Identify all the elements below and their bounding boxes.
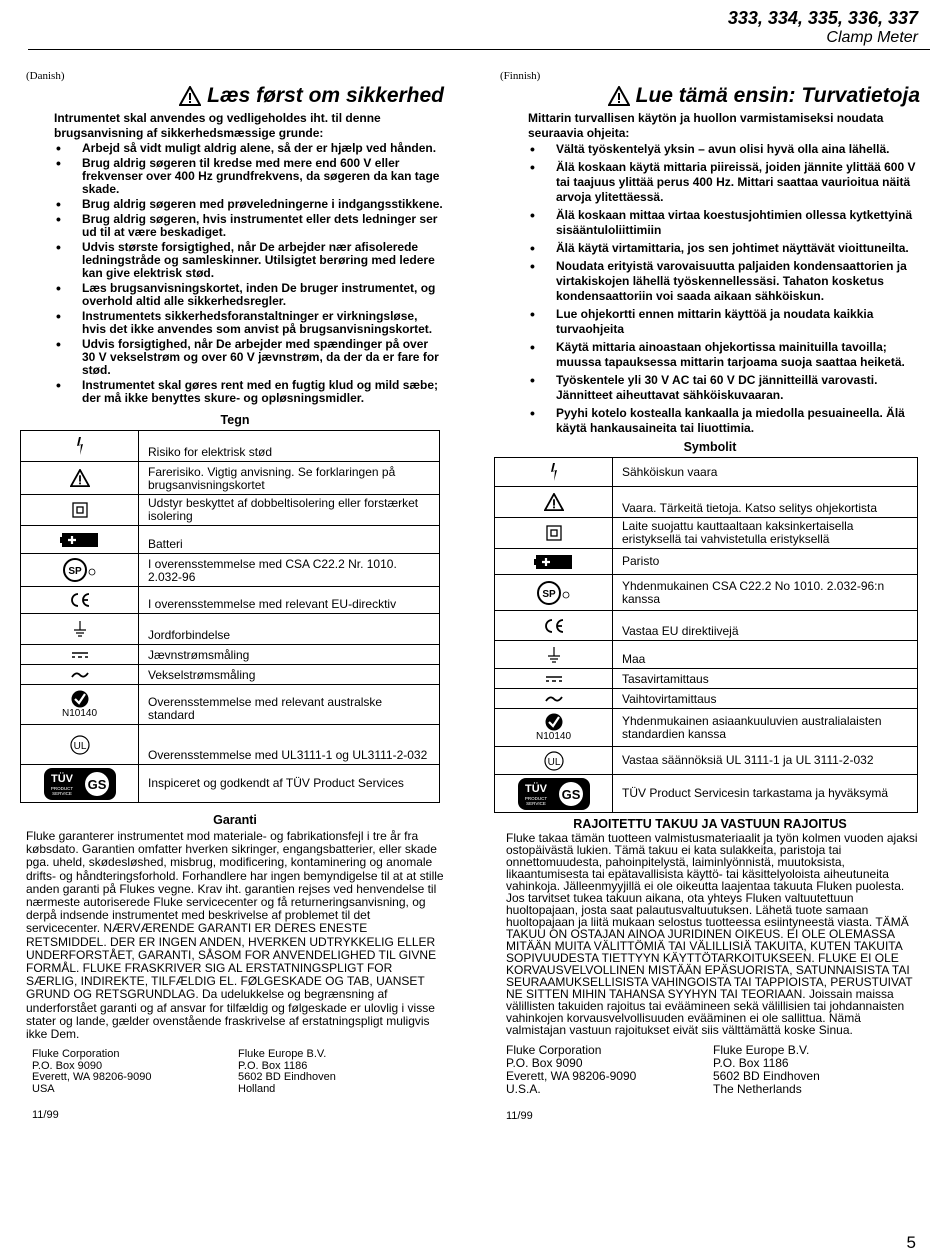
symbols-heading: Symbolit <box>683 440 737 454</box>
symbol-description: Sähköiskun vaara <box>613 458 918 487</box>
table-row <box>495 458 918 487</box>
symbol-description: I overensstemmelse med relevant EU-direcktiv <box>139 587 440 614</box>
ground-icon <box>495 641 613 669</box>
language-label: (Danish) <box>26 70 65 82</box>
address-usa: Fluke Corporation P.O. Box 9090 Everett, WA 98206-9090 U.S.A. <box>506 1043 637 1096</box>
csa-icon <box>495 575 613 611</box>
table-row <box>495 775 918 813</box>
warning-icon <box>608 86 630 106</box>
table-row <box>21 645 440 665</box>
battery-icon <box>495 549 613 575</box>
svg-text:PRODUCT: PRODUCT <box>524 795 547 801</box>
ul-icon <box>495 747 613 775</box>
warning-icon <box>495 487 613 518</box>
lightning-icon <box>495 458 613 487</box>
table-row <box>21 614 440 645</box>
symbol-description: Overensstemmelse med relevant australske standard <box>139 685 440 725</box>
symbol-description: Yhdenmukainen CSA C22.2 No 1010. 2.032-96:n kanssa <box>613 575 918 611</box>
ul-icon <box>21 725 139 765</box>
finnish-column <box>500 70 920 1122</box>
danish-column <box>26 70 444 1121</box>
dc-icon <box>495 669 613 689</box>
symbol-description: Vastaa EU direktiivejä <box>613 611 918 641</box>
revision-date: 11/99 <box>32 1109 59 1122</box>
c-tick-number: N10140 <box>61 707 98 719</box>
symbols-table <box>20 430 440 803</box>
table-row <box>495 689 918 709</box>
warning-icon <box>179 86 201 106</box>
list-item: • Udvis forsigtighed, når De arbejder med spændinger på over 30 V vekselstrøm og over 60 V jævnstrøm, da der da er fare for stød. <box>54 338 444 377</box>
table-row <box>21 526 440 554</box>
tuv-icon <box>495 775 613 813</box>
table-row <box>21 587 440 614</box>
battery-icon <box>21 526 139 554</box>
table-row <box>495 518 918 549</box>
section-title-text: Lue tämä ensin: Turvatietoja <box>635 84 920 107</box>
warranty-closing: Joissain maissa välillisten takuiden rajoitus tai eväämineen sekä välillisien tai johdannaisten vahinkojen korvausvelvollisuuden evääminen ei ole sallittua. Nämä valmistajan vastuun rajoitukset eivät siis välttämättä koske Sinua. <box>506 987 905 1037</box>
svg-text:GS: GS <box>561 786 580 802</box>
symbol-description: Laite suojattu kauttaaltaan kaksinkertaisella eristyksellä tai vahvistetulla eristyksellä <box>613 518 918 549</box>
symbol-description: Yhdenmukainen asiaankuuluvien australialaisten standardien kanssa <box>613 709 918 747</box>
table-row <box>21 725 440 765</box>
warranty-disclaimer: TÄMÄ TAKUU ON OSTAJAN AINOA JURIDINEN OIKEUS. EI OLE OLEMASSA MITÄÄN MUITA VÄLITTÖMIÄ TAI VÄLILLISIÄ TAKUITA, KUTEN TAKUITA SOPIVUUDESTA TIETTYYN KÄYTTÖTARKOITUKSEEN. FLUKE EI OLE KORVAUSVELVOLLINEN MISTÄÄN EPÄSUORISTA, SATUNNAISISTA TAI SEURAAMUKSELLISISTA VAHINGOISTA TAI TAPPIOISTA, PERUSTUIVAT NE SITTEN MIHIN TAHANSA SYYHYN TAI TEORIAAN. <box>506 915 913 1001</box>
revision-date: 11/99 <box>506 1110 533 1122</box>
addresses <box>32 1049 444 1095</box>
table-row <box>495 487 918 518</box>
ce-icon <box>21 587 139 614</box>
table-row <box>495 709 918 747</box>
symbol-description: Jævnstrømsmåling <box>139 645 440 665</box>
symbol-description: Farerisiko. Vigtig anvisning. Se forklaringen på brugsanvisningskortet <box>139 462 440 495</box>
symbol-description: Vaara. Tärkeitä tietoja. Katso selitys ohjekortista <box>613 487 918 518</box>
list-item: • Udvis største forsigtighed, når De arbejder nær afisolerede ledningstråde og samleskinner. Utilsigtet berøring med ledere kan give elektrisk stød. <box>54 241 444 280</box>
double-insulation-icon <box>21 495 139 526</box>
svg-text:GS: GS <box>87 776 106 792</box>
table-row <box>21 685 440 725</box>
safety-list <box>54 142 444 405</box>
svg-text:SERVICE: SERVICE <box>525 800 546 806</box>
section-title <box>500 84 920 108</box>
warranty-text <box>506 832 920 1036</box>
table-row <box>495 575 918 611</box>
warranty-heading: RAJOITETTU TAKUU JA VASTUUN RAJOITUS <box>573 817 847 831</box>
list-item: • Arbejd så vidt muligt aldrig alene, så der er hjælp ved hånden. <box>54 142 444 155</box>
c-tick-icon <box>495 709 613 747</box>
symbols-table <box>494 457 918 813</box>
warranty-text: Fluke garanterer instrumentet mod materiale- og fabrikationsfejl i tre år fra købsdato. Garantien omfatter hverken sikringer, engangsbatterier, eller skade pga. uheld, skødesløshed, misbrug, modificering, kontaminering og anomale drifts- og håndteringsforhold. Forhandlere har ingen bemyndigelse til at at stille anden garanti på Flukes vegne. Krav iht. garantien rejses ved henvendelse til nærmeste autoriserede Fluke servicecenter og få returneringsanvisning, og derpå indsende instrumentet med beskrivelse af problemet til det servicecenter. NÆRVÆRENDE GARANTI ER DERES ENESTE RETSMIDDEL. DER ER INGEN ANDEN, HVERKEN UDTRYKKELIG ELLER UNDERFORSTÅET, GARANTI, SÅSOM FOR ANVENDELIGHED TIL GIVNE FORMÅL. FLUKE FRASKRIVER SIG AL ERSTATNINGSPLIGT FOR SÆRLIG, INDIREKTE, TILFÆLDIG EL. FØLGESKADE OG TAB, UANSET GRUND OG RETSGRUNDLAG. Da udelukkelse og begrænsning af underforstået garanti og af ansvar for tilfældig og følgeskade er ulovlig i visse stater og lande, gælder ovenstående fraskrivelse af erstatningspligt muligvis ikke Dem. <box>26 829 444 1042</box>
address-europe: Fluke Europe B.V. P.O. Box 1186 5602 BD Eindhoven Holland <box>238 1048 336 1095</box>
ac-icon <box>495 689 613 709</box>
addresses <box>506 1044 920 1096</box>
list-item: • Vältä työskentelyä yksin – avun olisi hyvä olla aina lähellä. <box>528 142 920 157</box>
lightning-icon <box>21 431 139 462</box>
double-insulation-icon <box>495 518 613 549</box>
list-item: • Lue ohjekortti ennen mittarin käyttöä ja noudata kaikkia turvaohjeita <box>528 307 920 337</box>
svg-text:SP: SP <box>67 566 82 577</box>
address-europe: Fluke Europe B.V. P.O. Box 1186 5602 BD Eindhoven The Netherlands <box>713 1043 820 1096</box>
table-row <box>495 611 918 641</box>
csa-icon <box>21 554 139 587</box>
symbol-description: Maa <box>613 641 918 669</box>
product-name: Clamp Meter <box>826 29 918 46</box>
svg-text:PRODUCT: PRODUCT <box>50 785 73 791</box>
table-row <box>21 665 440 685</box>
c-tick-number: N10140 <box>535 730 572 742</box>
list-item: • Työskentele yli 30 V AC tai 60 V DC jännitteillä varovasti. Jännitteet aiheuttavat sähköiskuvaaran. <box>528 373 920 403</box>
table-row <box>21 554 440 587</box>
symbol-description: I overensstemmelse med CSA C22.2 Nr. 1010. 2.032-96 <box>139 554 440 587</box>
table-row <box>21 495 440 526</box>
symbol-description: Inspiceret og godkendt af TÜV Product Services <box>139 765 440 803</box>
symbol-description: Vaihtovirtamittaus <box>613 689 918 709</box>
list-item: • Pyyhi kotelo kostealla kankaalla ja miedolla pesuaineella. Älä käytä hankausaineita tai liuottimia. <box>528 406 920 436</box>
list-item: • Älä koskaan mittaa virtaa koestusjohtimien ollessa kytkettyinä sisääntuloliittimiin <box>528 208 920 238</box>
symbol-description: Tasavirtamittaus <box>613 669 918 689</box>
safety-intro: Intrumentet skal anvendes og vedligeholdes iht. til denne brugsanvisning af sikkerhedsmæssige grunde: <box>54 111 381 140</box>
symbol-description: TÜV Product Servicesin tarkastama ja hyväksymä <box>613 775 918 813</box>
list-item: • Instrumentet skal gøres rent med en fugtig klud og mild sæbe; der må ikke benyttes skure- og opløsningsmidler. <box>54 379 444 405</box>
svg-text:SERVICE: SERVICE <box>51 790 72 796</box>
section-title <box>26 84 444 108</box>
safety-intro: Mittarin turvallisen käytön ja huollon varmistamiseksi noudata seuraavia ohjeita: <box>528 111 884 140</box>
svg-text:TÜV: TÜV <box>524 782 547 795</box>
symbol-description: Udstyr beskyttet af dobbeltisolering eller forstærket isolering <box>139 495 440 526</box>
svg-text:TÜV: TÜV <box>50 772 73 785</box>
warranty-heading: Garanti <box>213 813 257 827</box>
ground-icon <box>21 614 139 645</box>
list-item: • Käytä mittaria ainoastaan ohjekortissa mainituilla tavoilla; muussa tapauksessa mittarin tarjoama suoja saattaa heiketä. <box>528 340 920 370</box>
svg-text:SP: SP <box>541 588 556 600</box>
list-item: • Älä koskaan käytä mittaria piireissä, joiden jännite ylittää 600 V tai taajuus ylittää perus 400 Hz. Mittari saattaa vaurioitua näitä arvoja ylitettäessä. <box>528 160 920 205</box>
address-usa: Fluke Corporation P.O. Box 9090 Everett, WA 98206-9090 USA <box>32 1048 152 1095</box>
svg-text:UL: UL <box>73 740 86 752</box>
table-row <box>21 431 440 462</box>
symbol-description: Overensstemmelse med UL3111-1 og UL3111-2-032 <box>139 725 440 765</box>
page-header <box>28 4 930 50</box>
ac-icon <box>21 665 139 685</box>
warranty-paragraph: Fluke takaa tämän tuotteen valmistusmateriaalit ja työn kolmen vuoden ajaksi ostopäivästä lukien. Tämä takuu ei kata sulakkeita, paristoja tai onnettomuudesta, pahoinpitelystä, laiminlyönnistä, muutoksista, likaantumisesta tai epätavallisista käyttö- tai käsittelyoloista aiheutuneita vahinkoja. Jälleenmyyjillä ei ole oikeutta laajentaa takuuta Fluken puolesta. Jos tarvitset tukea takuun aikana, ota yhteys Fluken valtuutettuun huoltopajaan, josta saat palautusvaltuutuksen. Lähetä tuote samaan huoltopajaan ja liitä mukaan selostus tuotteessa esiintyneestä viasta. <box>506 831 918 929</box>
list-item: • Brug aldrig søgeren til kredse med mere end 600 V eller frekvenser over 400 Hz grundfrekvens, da søgeren da kan tage skade. <box>54 157 444 196</box>
table-row <box>495 549 918 575</box>
tuv-icon <box>21 765 139 803</box>
table-row <box>495 747 918 775</box>
safety-list <box>528 142 920 436</box>
model-numbers: 333, 334, 335, 336, 337 <box>727 8 918 28</box>
warning-icon <box>21 462 139 495</box>
list-item: • Læs brugsanvisningskortet, inden De bruger instrumentet, og overhold altid alle sikkerhedsregler. <box>54 282 444 308</box>
list-item: • Noudata erityistä varovaisuutta paljaiden kondensaattorien ja virtakiskojen lähellä työskennellessäsi. Tahaton kosketus kondensaattoriin voi saada aikaan sähköiskun. <box>528 259 920 304</box>
table-row <box>495 641 918 669</box>
symbol-description: Vekselstrømsmåling <box>139 665 440 685</box>
table-row <box>495 669 918 689</box>
list-item: • Instrumentets sikkerhedsforanstaltninger er virkningsløse, hvis det ikke anvendes som anvist på brugsanvisningskortet. <box>54 310 444 336</box>
list-item: • Brug aldrig søgeren, hvis instrumentet eller dets ledninger ser ud til at være beskadiget. <box>54 213 444 239</box>
symbol-description: Jordforbindelse <box>139 614 440 645</box>
list-item: • Älä käytä virtamittaria, jos sen johtimet näyttävät vioittuneilta. <box>528 241 920 256</box>
table-row <box>21 765 440 803</box>
symbols-heading: Tegn <box>220 413 250 427</box>
table-row <box>21 462 440 495</box>
language-label: (Finnish) <box>500 70 541 82</box>
c-tick-icon <box>21 685 139 725</box>
section-title-text: Læs først om sikkerhed <box>207 84 444 107</box>
list-item: • Brug aldrig søgeren med prøveledningerne i indgangsstikkene. <box>54 198 444 211</box>
svg-text:UL: UL <box>547 756 560 768</box>
dc-icon <box>21 645 139 665</box>
symbol-description: Risiko for elektrisk stød <box>139 431 440 462</box>
page-number: 5 <box>906 1233 916 1252</box>
symbol-description: Vastaa säännöksiä UL 3111-1 ja UL 3111-2-032 <box>613 747 918 775</box>
ce-icon <box>495 611 613 641</box>
symbol-description: Paristo <box>613 549 918 575</box>
symbol-description: Batteri <box>139 526 440 554</box>
